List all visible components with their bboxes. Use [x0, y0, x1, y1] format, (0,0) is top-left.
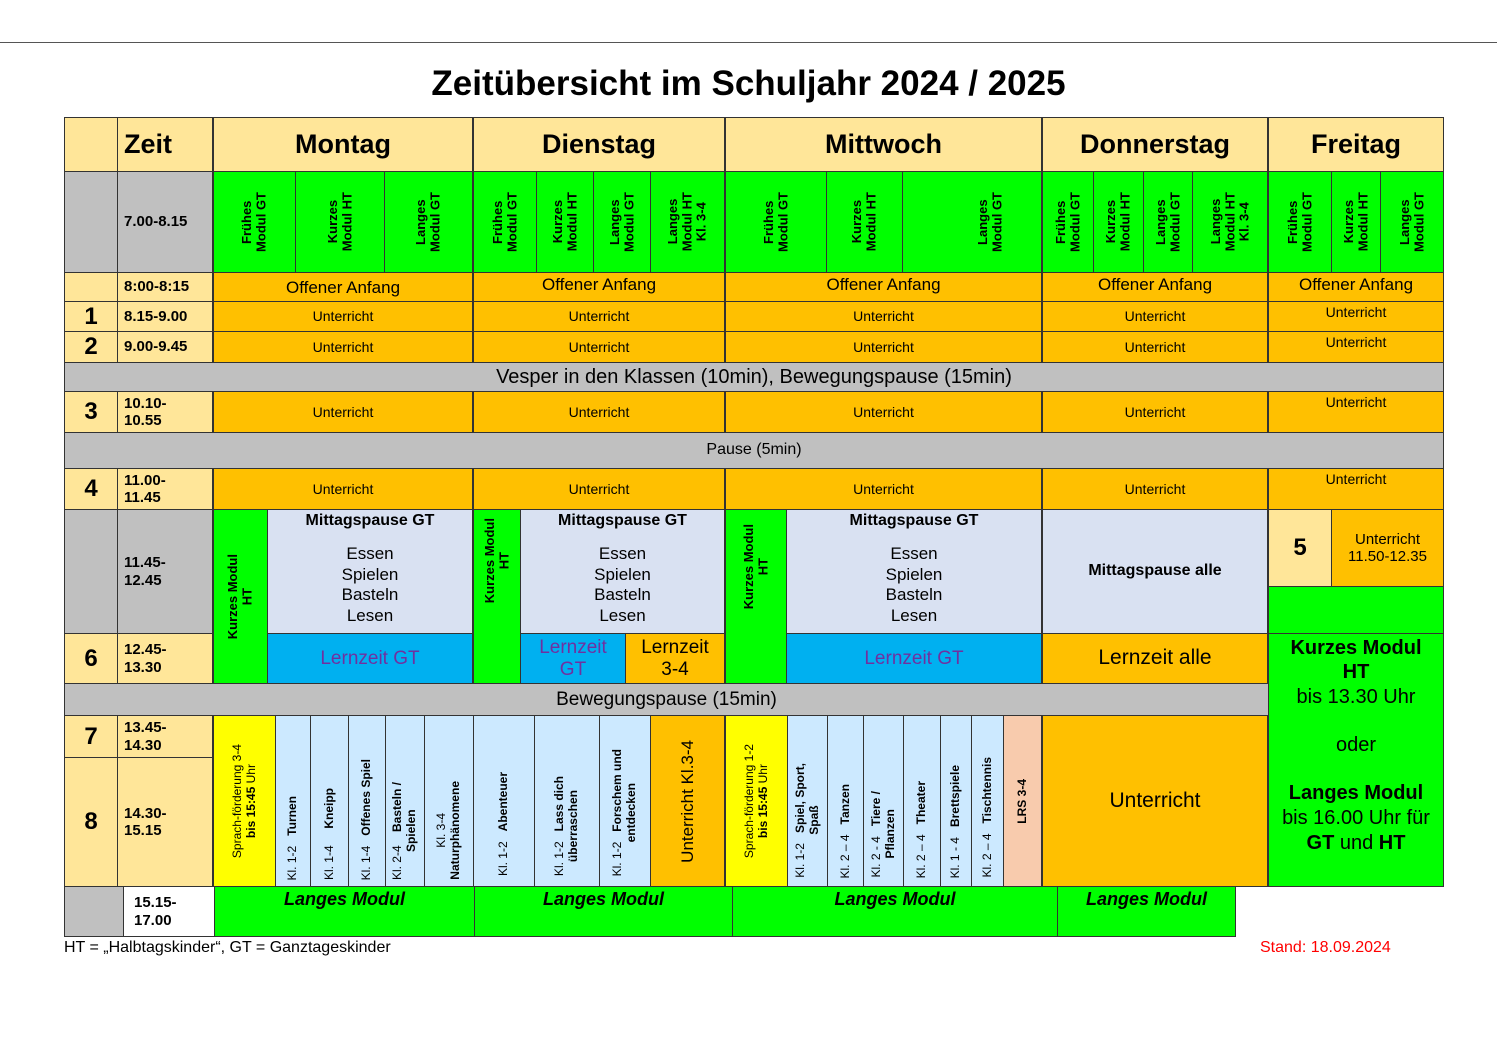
- time-p7: 13.45- 14.30: [117, 715, 213, 758]
- ag-sprachfoerderung-12-mi: [725, 715, 788, 887]
- num-cell: [64, 272, 118, 302]
- ag-label: [391, 782, 419, 880]
- ag-lrs: [1003, 715, 1042, 887]
- kurzes-modul-until: bis 13.30 Uhr: [1296, 686, 1416, 708]
- kurzes-modul-title: Kurzes Modul HT: [1290, 637, 1422, 683]
- module-kurzes-ht: [1093, 171, 1144, 273]
- langes-modul-groups: [1307, 832, 1406, 855]
- module-label: Langes Modul GT: [413, 192, 443, 252]
- ag-class: Kl. 2 – 4: [837, 833, 852, 878]
- day-header-mittwoch: Mittwoch: [725, 117, 1042, 172]
- offener-anfang-di: Offener Anfang: [473, 272, 725, 302]
- langes-modul-title: Langes Modul: [1288, 782, 1424, 804]
- unterricht-di: Unterricht: [473, 301, 725, 332]
- ag-cell: [971, 715, 1004, 887]
- langes-modul-mi: Langes Modul: [732, 886, 1058, 937]
- ag-class: Kl. 3-4: [434, 813, 449, 848]
- ag-label: [611, 749, 639, 876]
- ag-class: Kl. 2 – 4: [914, 833, 929, 878]
- top-rule: [0, 42, 1497, 43]
- ag-sprach-time: bis 15:45: [243, 786, 258, 839]
- num-cell: [64, 509, 118, 634]
- unterricht-mo: Unterricht: [213, 301, 473, 332]
- ag-name: Lass dich überraschen: [552, 775, 580, 862]
- langes-modul-mo: Langes Modul: [214, 886, 475, 937]
- module-kurzes-ht: [1331, 171, 1381, 273]
- unterricht-fr: Unterricht: [1268, 468, 1444, 510]
- unterricht-do: Unterricht: [1042, 331, 1268, 363]
- ag-sprach-unit: Uhr: [243, 763, 258, 784]
- mittagspause-gt-di: [520, 509, 725, 634]
- ag-name: Naturphänomene: [448, 781, 462, 880]
- mittagspause-title: Mittagspause GT: [305, 512, 435, 529]
- module-label: Frühes Modul GT: [1052, 192, 1082, 252]
- lernzeit-34-di: Lernzeit 3-4: [625, 633, 725, 684]
- module-langes-gt: [384, 171, 473, 273]
- ag-label: [553, 776, 581, 876]
- time-late: 15.15- 17.00: [123, 886, 215, 937]
- mittagspause-alle: Mittagspause alle: [1042, 509, 1268, 634]
- module-label: Kurzes Modul HT: [481, 518, 511, 604]
- ag-label: LRS 3-4: [1014, 778, 1029, 824]
- unterricht-mi: Unterricht: [725, 301, 1042, 332]
- lernzeit-gt-mi: Lernzeit GT: [786, 633, 1042, 684]
- ag-label: [497, 772, 511, 876]
- ag-name: Theater: [914, 780, 929, 824]
- ag-cell: [348, 715, 386, 887]
- module-label: Kurzes Modul HT: [324, 192, 354, 252]
- module-kurzes-ht: [826, 171, 903, 273]
- ag-class: Kl. 1-2: [285, 845, 300, 880]
- module-label: Langes Modul GT: [606, 192, 636, 252]
- day-header-donnerstag: Donnerstag: [1042, 117, 1268, 172]
- ag-class: Kl. 1-4: [321, 845, 336, 880]
- module-label: Langes Modul GT: [1152, 192, 1182, 252]
- und-label: und: [1339, 832, 1374, 854]
- module-label: Frühes Modul GT: [760, 192, 790, 252]
- ag-class: Kl. 1 - 4: [948, 836, 963, 878]
- unterricht-fr: Unterricht: [1268, 331, 1444, 363]
- day-header-montag: Montag: [213, 117, 473, 172]
- unterricht-di: Unterricht: [473, 391, 725, 433]
- langes-modul-di: Langes Modul: [474, 886, 733, 937]
- mittagspause-items: Essen Spielen Basteln Lesen: [885, 544, 943, 625]
- ag-cell: [534, 715, 600, 887]
- time-p1: 8.15-9.00: [117, 301, 213, 332]
- period-number: 3: [64, 391, 118, 433]
- ag-label: [286, 796, 300, 880]
- legend-text: HT = „Halbtagskinder“, GT = Ganztageskinder: [64, 939, 391, 956]
- ag-class: Kl. 1-2: [552, 841, 567, 876]
- period-number: 6: [64, 633, 118, 684]
- langes-modul-do: Langes Modul: [1057, 886, 1236, 937]
- kurzes-modul-ht-vertical: [213, 509, 268, 684]
- unterricht-di: Unterricht: [473, 331, 725, 363]
- module-langes-gt: [1380, 171, 1444, 273]
- ag-sprach-text: Sprach-förderung 3-4: [229, 743, 244, 859]
- module-label: Langes Modul HT Kl. 3-4: [1207, 192, 1252, 252]
- unterricht-do: Unterricht: [1042, 391, 1268, 433]
- module-label: Kurzes Modul HT: [225, 553, 255, 640]
- ag-label: Unterricht Kl.3-4: [677, 739, 697, 863]
- module-fruehes-gt: [1042, 171, 1094, 273]
- period-number: 5: [1268, 509, 1332, 587]
- ag-name: Abenteuer: [496, 771, 511, 832]
- fr-afternoon-modules: [1268, 633, 1444, 887]
- unterricht-mo: Unterricht: [213, 331, 473, 363]
- ag-class: Kl. 2-4: [390, 845, 405, 880]
- day-header-freitag: Freitag: [1268, 117, 1444, 172]
- langes-modul-until: bis 16.00 Uhr für: [1282, 807, 1430, 829]
- module-label: Frühes Modul GT: [1284, 192, 1314, 252]
- ag-class: Kl. 1-2: [496, 841, 511, 876]
- module-kurzes-ht: [536, 171, 594, 273]
- ag-class: Kl. 1-2: [792, 843, 807, 878]
- ag-name: Kneipp: [321, 787, 336, 829]
- ag-label: [915, 781, 929, 878]
- module-kurzes-ht: [295, 171, 385, 273]
- unterricht-fr: Unterricht: [1268, 301, 1444, 332]
- module-label: Kurzes Modul HT: [549, 192, 579, 252]
- page-title: Zeitübersicht im Schuljahr 2024 / 2025: [431, 64, 1066, 103]
- offener-anfang-do: Offener Anfang: [1042, 272, 1268, 302]
- module-fruehes-gt: [473, 171, 537, 273]
- ag-name: Turnen: [285, 795, 300, 836]
- ag-name: Offenes Spiel: [359, 758, 374, 836]
- ag-name: Tiere / Pflanzen: [868, 791, 897, 860]
- module-fruehes-gt: [1268, 171, 1332, 273]
- mittagspause-items: Essen Spielen Basteln Lesen: [594, 544, 651, 625]
- ag-cell: [473, 715, 535, 887]
- ht-label: HT: [1378, 832, 1406, 854]
- ag-label: [794, 763, 822, 878]
- unterricht-mi: Unterricht: [725, 391, 1042, 433]
- zeit-header: Zeit: [117, 117, 213, 172]
- period-number: 4: [64, 468, 118, 510]
- unterricht-do: Unterricht: [1042, 301, 1268, 332]
- fr-afternoon-spacer: [1268, 586, 1444, 634]
- pause-break: Pause (5min): [64, 432, 1444, 469]
- mittagspause-gt-mo: [267, 509, 473, 634]
- unterricht-do: Unterricht: [1042, 468, 1268, 510]
- time-open: 8:00-8:15: [117, 272, 213, 302]
- unterricht-mo: Unterricht: [213, 391, 473, 433]
- module-label: Frühes Modul GT: [489, 192, 519, 252]
- ag-class: Kl. 2 - 4: [868, 836, 883, 878]
- kurzes-modul-ht-vertical: [473, 509, 521, 684]
- module-label: Kurzes Modul HT: [1103, 192, 1133, 252]
- module-label: Langes Modul GT: [1396, 192, 1426, 252]
- ag-class: Kl. 1-4: [359, 845, 374, 880]
- ag-label: [839, 784, 853, 879]
- ag-sprach-time: bis 15:45: [755, 786, 770, 839]
- mittagspause-title: Mittagspause GT: [558, 512, 687, 529]
- kurzes-modul-ht-vertical: [725, 509, 787, 684]
- module-fruehes-gt: [725, 171, 827, 273]
- ag-cell: [787, 715, 828, 887]
- module-fruehes-gt: [213, 171, 296, 273]
- module-langes-gt: [902, 171, 1042, 273]
- ag-name: Basteln / Spielen: [390, 781, 418, 853]
- unterricht-kl34-di: [650, 715, 725, 887]
- period-number: 2: [64, 331, 118, 363]
- time-p6: 12.45- 13.30: [117, 633, 213, 684]
- module-label: Langes Modul HT Kl. 3-4: [665, 192, 709, 252]
- unterricht-di: Unterricht: [473, 468, 725, 510]
- corner-cell: [64, 117, 118, 172]
- module-label: Kurzes Modul HT: [740, 524, 770, 610]
- ag-cell: [863, 715, 904, 887]
- ag-class: Kl. 1-2: [610, 841, 625, 876]
- mittagspause-title: Mittagspause GT: [849, 512, 979, 529]
- unterricht-mo: Unterricht: [213, 468, 473, 510]
- ag-cell: [903, 715, 941, 887]
- offener-anfang-mo: Offener Anfang: [213, 272, 473, 302]
- time-lunch: 11.45- 12.45: [117, 509, 213, 634]
- module-label: Langes Modul GT: [975, 192, 1005, 252]
- module-langes-gt: [593, 171, 651, 273]
- ag-label: [323, 788, 337, 880]
- time-p2: 9.00-9.45: [117, 331, 213, 363]
- module-label: Frühes Modul GT: [239, 192, 269, 252]
- period-number: 8: [64, 757, 118, 887]
- ag-label: [231, 744, 259, 858]
- offener-anfang-mi: Offener Anfang: [725, 272, 1042, 302]
- ag-cell: [310, 715, 349, 887]
- time-p4: 11.00- 11.45: [117, 468, 213, 510]
- module-langes-gt: [1143, 171, 1193, 273]
- offener-anfang-fr: Offener Anfang: [1268, 272, 1444, 302]
- time-p3: 10.10- 10.55: [117, 391, 213, 433]
- ag-name: Spiel, Sport, Spaß: [792, 763, 821, 836]
- vesper-break: Vesper in den Klassen (10min), Bewegungspause (15min): [64, 362, 1444, 392]
- period-number: 1: [64, 301, 118, 332]
- time-p8: 14.30- 15.15: [117, 757, 213, 887]
- unterricht-do-afternoon: Unterricht: [1042, 715, 1268, 887]
- stand-date: Stand: 18.09.2024: [1260, 939, 1391, 956]
- num-cell: [64, 886, 124, 937]
- module-langes-ht-34: [650, 171, 725, 273]
- unterricht-mi: Unterricht: [725, 468, 1042, 510]
- ag-label: [981, 757, 995, 878]
- unterricht-fr-p5: Unterricht 11.50-12.35: [1331, 509, 1444, 587]
- mittagspause-gt-mi: [786, 509, 1042, 634]
- ag-name: Brettspiele: [948, 764, 963, 827]
- ag-cell: [940, 715, 972, 887]
- mittagspause-items: Essen Spielen Basteln Lesen: [341, 544, 399, 625]
- time-early: 7.00-8.15: [117, 171, 213, 273]
- module-label: Kurzes Modul HT: [849, 192, 879, 252]
- ag-sprach-unit: Uhr: [755, 763, 770, 784]
- module-langes-ht-34: [1192, 171, 1268, 273]
- ag-label: [949, 765, 963, 878]
- ag-name: Tanzen: [837, 783, 852, 824]
- ag-class: Kl. 2 – 4: [979, 833, 994, 878]
- lernzeit-alle-do: Lernzeit alle: [1042, 633, 1268, 684]
- day-header-dienstag: Dienstag: [473, 117, 725, 172]
- oder-label: oder: [1335, 734, 1377, 756]
- module-label: Kurzes Modul HT: [1340, 192, 1370, 252]
- ag-name: Tischtennis: [979, 757, 994, 824]
- ag-cell: [599, 715, 651, 887]
- ag-cell: [275, 715, 311, 887]
- ag-label: [435, 781, 463, 880]
- ag-sprach-text: Sprach-förderung 1-2: [741, 743, 756, 859]
- unterricht-mi: Unterricht: [725, 331, 1042, 363]
- lernzeit-gt-mo: Lernzeit GT: [267, 633, 473, 684]
- ag-sprachfoerderung-34-mo: [213, 715, 276, 887]
- ag-cell: [424, 715, 474, 887]
- ag-cell: [385, 715, 425, 887]
- ag-label: [360, 759, 374, 880]
- gt-label: GT: [1306, 832, 1335, 854]
- bewegungspause-break: Bewegungspause (15min): [64, 683, 1269, 716]
- early-num-cell: [64, 171, 118, 273]
- lernzeit-gt-di: Lernzeit GT: [520, 633, 626, 684]
- ag-label: [743, 744, 771, 858]
- period-number: 7: [64, 715, 118, 758]
- ag-label: [870, 791, 898, 878]
- ag-name: Forschem und entdecken: [610, 748, 638, 842]
- ag-cell: [827, 715, 864, 887]
- unterricht-fr: Unterricht: [1268, 391, 1444, 433]
